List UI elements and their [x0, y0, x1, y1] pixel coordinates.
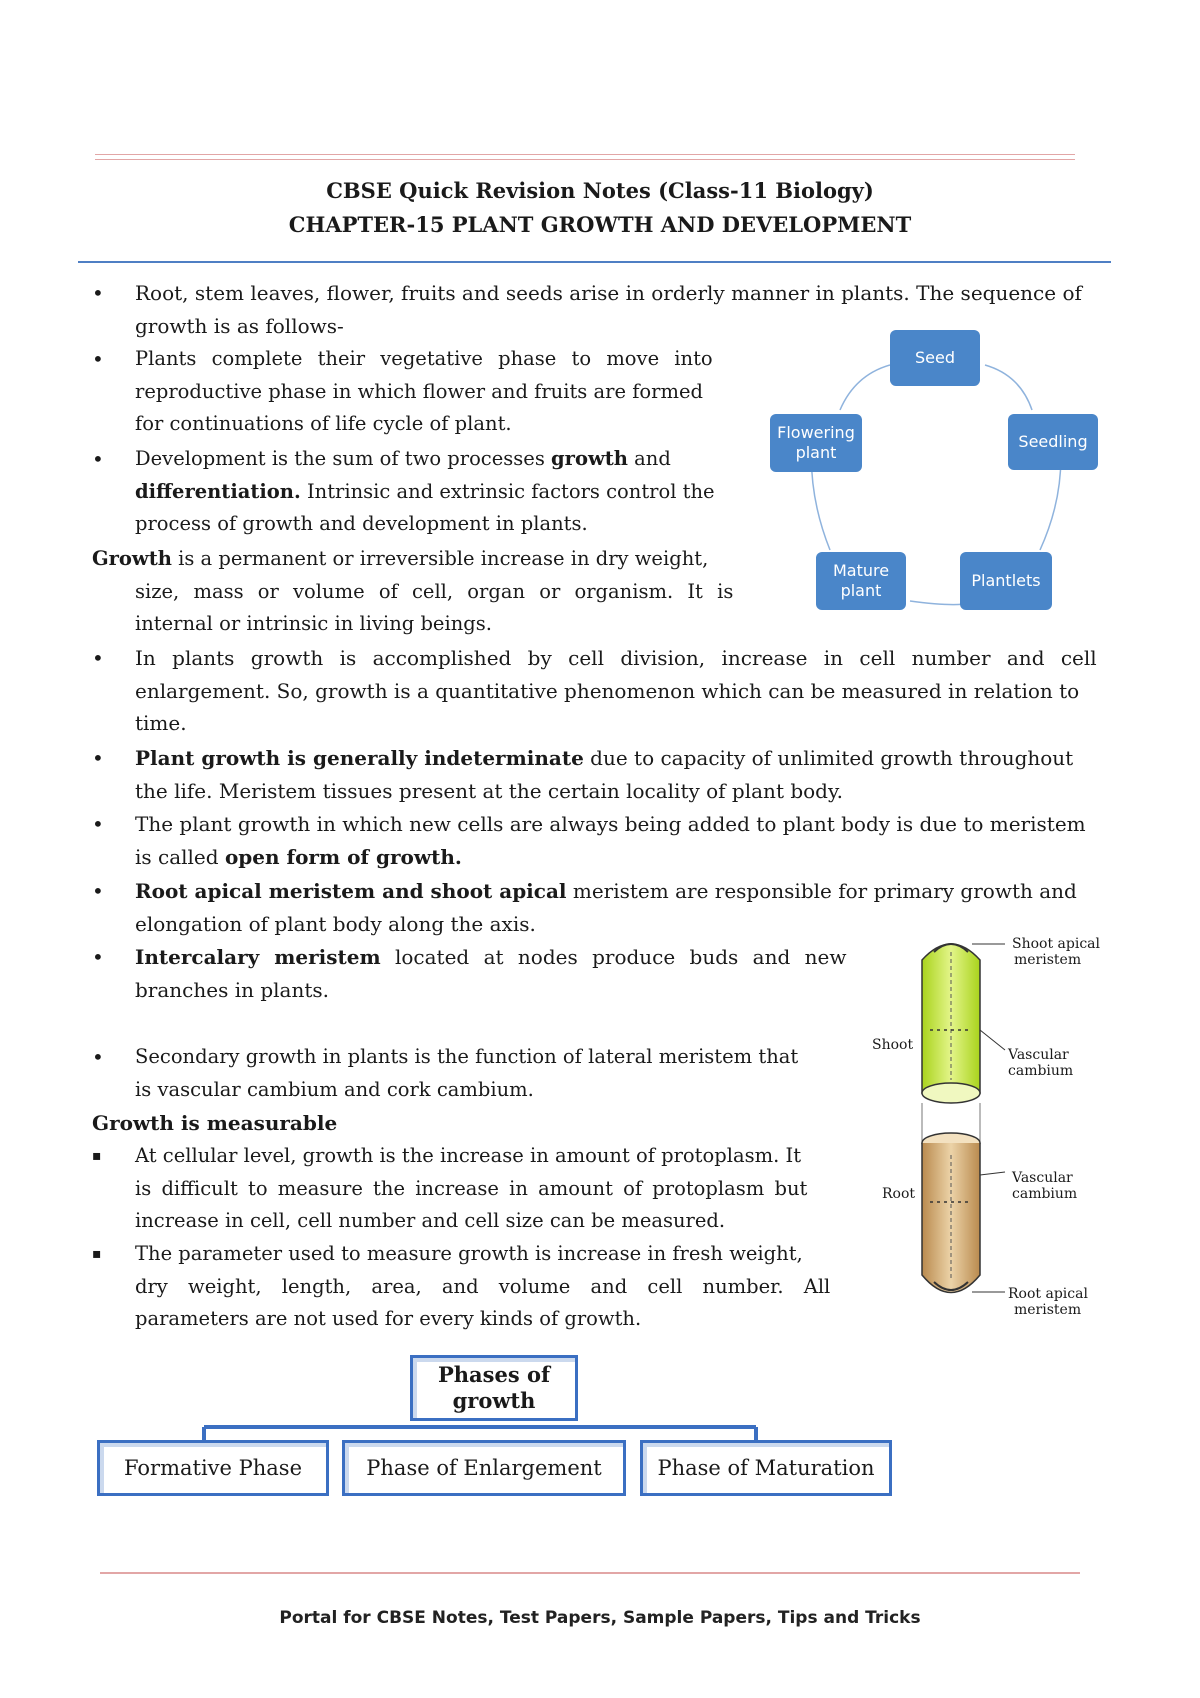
leader-vascular-root: [980, 1172, 1005, 1175]
diagram-label: Vascular: [1008, 1047, 1069, 1063]
phases-title-line: Phases of: [437, 1362, 551, 1387]
text-line: The plant growth in which new cells are always being added to plant body is due to meristem: [135, 812, 1086, 836]
bullet-glyph: •: [92, 746, 104, 770]
text-line: Secondary growth in plants is the function of lateral meristem that: [135, 1045, 799, 1068]
text-line: Root, stem leaves, flower, fruits and seeds arise in orderly manner in plants. The sequence of: [135, 281, 1082, 305]
text-line: At cellular level, growth is the increase in amount of protoplasm. It: [135, 1144, 802, 1167]
list-item: [92, 1041, 852, 1107]
phase-maturation: Phase of Maturation: [640, 1440, 892, 1496]
text-line: is difficult to measure the increase in amount of protoplasm but: [135, 1176, 808, 1200]
text-line: for continuations of life cycle of plant.: [135, 412, 512, 435]
text-line: size, mass or volume of cell, organ or organism. It is: [135, 579, 734, 603]
growth-definition: [92, 543, 742, 641]
shoot-cut-face: [922, 1083, 980, 1103]
text-span: is a permanent or irreversible increase in dry weight,: [171, 547, 709, 570]
text-line: process of growth and development in plants.: [135, 512, 588, 535]
text-line: time.: [135, 711, 187, 735]
bullet-glyph: •: [92, 945, 104, 969]
cycle-node-flowering-plant: [770, 414, 862, 472]
list-item: [92, 742, 1112, 808]
label-shoot: Shoot: [872, 1037, 914, 1053]
text-line: The parameter used to measure growth is increase in fresh weight,: [135, 1242, 803, 1265]
section-heading: Growth is measurable: [92, 1111, 338, 1135]
text-line: internal or intrinsic in living beings.: [135, 612, 492, 635]
bold-term: differentiation.: [135, 479, 301, 503]
bullet-glyph: •: [92, 646, 104, 670]
diagram-label: Root apical: [1008, 1286, 1088, 1302]
bold-term: Plant growth is generally indeterminate: [135, 746, 584, 770]
phase-enlargement: Phase of Enlargement: [342, 1440, 626, 1496]
page-title: CBSE Quick Revision Notes (Class-11 Biology): [326, 178, 874, 203]
text-span: and: [627, 447, 671, 470]
label-shoot-apical-meristem: [1012, 936, 1100, 968]
cycle-arc-seed-seedling: [985, 365, 1032, 410]
cycle-label: plant: [840, 581, 882, 600]
text-span: meristem are responsible for primary growth and: [566, 879, 1077, 903]
text-span: is called: [135, 844, 225, 869]
text-line: growth is as follows-: [135, 313, 344, 338]
cycle-label: Mature: [832, 561, 890, 580]
text-line: is vascular cambium and cork cambium.: [135, 1077, 534, 1101]
cycle-arc-flowering-seed: [840, 365, 890, 410]
text-line: enlargement. So, growth is a quantitative phenomenon which can be measured in relation to: [135, 678, 1080, 703]
text-line: elongation of plant body along the axis.: [135, 911, 536, 936]
footer-rule: [100, 1572, 1080, 1574]
text-line: In plants growth is accomplished by cell division, increase in cell number and cell: [135, 646, 1097, 670]
list-item: [92, 941, 852, 1007]
list-item: [92, 1238, 852, 1336]
header-rule-top: [95, 154, 1075, 155]
text-line: Plants complete their vegetative phase to move into: [135, 347, 713, 370]
diagram-label: Shoot apical: [1012, 936, 1100, 952]
cycle-node-seed: Seed: [890, 330, 980, 386]
leader-vascular-shoot: [980, 1030, 1005, 1050]
diagram-label: meristem: [1014, 1302, 1082, 1318]
list-item: [92, 443, 742, 541]
meristem-diagram: [860, 930, 1190, 1330]
list-item: [92, 1140, 852, 1238]
list-item: [92, 808, 1112, 874]
header-rule-bottom: [95, 159, 1075, 160]
text-line: dry weight, length, area, and volume and cell number. All: [135, 1274, 831, 1298]
bold-term: growth: [551, 447, 628, 470]
text-line: reproductive phase in which flower and fruits are formed: [135, 379, 703, 403]
diagram-label: Vascular: [1012, 1170, 1073, 1186]
text-span: located at nodes produce buds and new: [380, 945, 847, 969]
diagram-label: cambium: [1008, 1063, 1074, 1079]
text-span: Development is the sum of two processes: [135, 447, 552, 470]
bullet-glyph: •: [92, 1045, 104, 1069]
list-item: [92, 343, 742, 441]
text-span: due to capacity of unlimited growth throughout: [583, 746, 1074, 770]
header-divider: [78, 261, 1111, 263]
label-root: Root: [882, 1186, 916, 1202]
diagram-label: meristem: [1014, 952, 1082, 968]
cycle-label: plant: [795, 443, 837, 462]
cycle-node-seedling: Seedling: [1008, 414, 1098, 470]
square-bullet-glyph: ▪: [92, 1148, 102, 1164]
list-item: [92, 642, 1112, 740]
diagram-label: cambium: [1012, 1186, 1078, 1202]
text-line: branches in plants.: [135, 977, 330, 1002]
bullet-glyph: •: [92, 879, 104, 903]
text-span: Intrinsic and extrinsic factors control the: [300, 479, 715, 503]
bold-term: Intercalary meristem: [135, 945, 381, 969]
phases-title-line: growth: [452, 1388, 536, 1413]
text-line: parameters are not used for every kinds of growth.: [135, 1307, 642, 1330]
cycle-node-mature-plant: [816, 552, 906, 610]
chapter-title: CHAPTER-15 PLANT GROWTH AND DEVELOPMENT: [288, 212, 912, 237]
label-root-apical-meristem: [1008, 1286, 1088, 1318]
bullet-glyph: •: [92, 447, 104, 471]
bullet-glyph: •: [92, 281, 104, 305]
cycle-label: Flowering: [777, 423, 855, 442]
phase-formative: Formative Phase: [97, 1440, 329, 1496]
bullet-glyph: •: [92, 812, 104, 836]
text-line: the life. Meristem tissues present at the certain locality of plant body.: [135, 778, 843, 803]
phases-title-box: [410, 1355, 578, 1421]
label-vascular-cambium-shoot: [1008, 1047, 1073, 1079]
bold-term: open form of growth.: [224, 844, 462, 869]
label-vascular-cambium-root: [1012, 1170, 1077, 1202]
text-line: increase in cell, cell number and cell size can be measured.: [135, 1209, 726, 1232]
bullet-glyph: •: [92, 347, 104, 371]
square-bullet-glyph: ▪: [92, 1246, 102, 1262]
bold-term: Growth: [92, 547, 172, 570]
bold-term: Root apical meristem and shoot apical: [135, 879, 567, 903]
footer-text: Portal for CBSE Notes, Test Papers, Sample Papers, Tips and Tricks: [279, 1608, 921, 1628]
cycle-node-plantlets: Plantlets: [960, 552, 1052, 610]
